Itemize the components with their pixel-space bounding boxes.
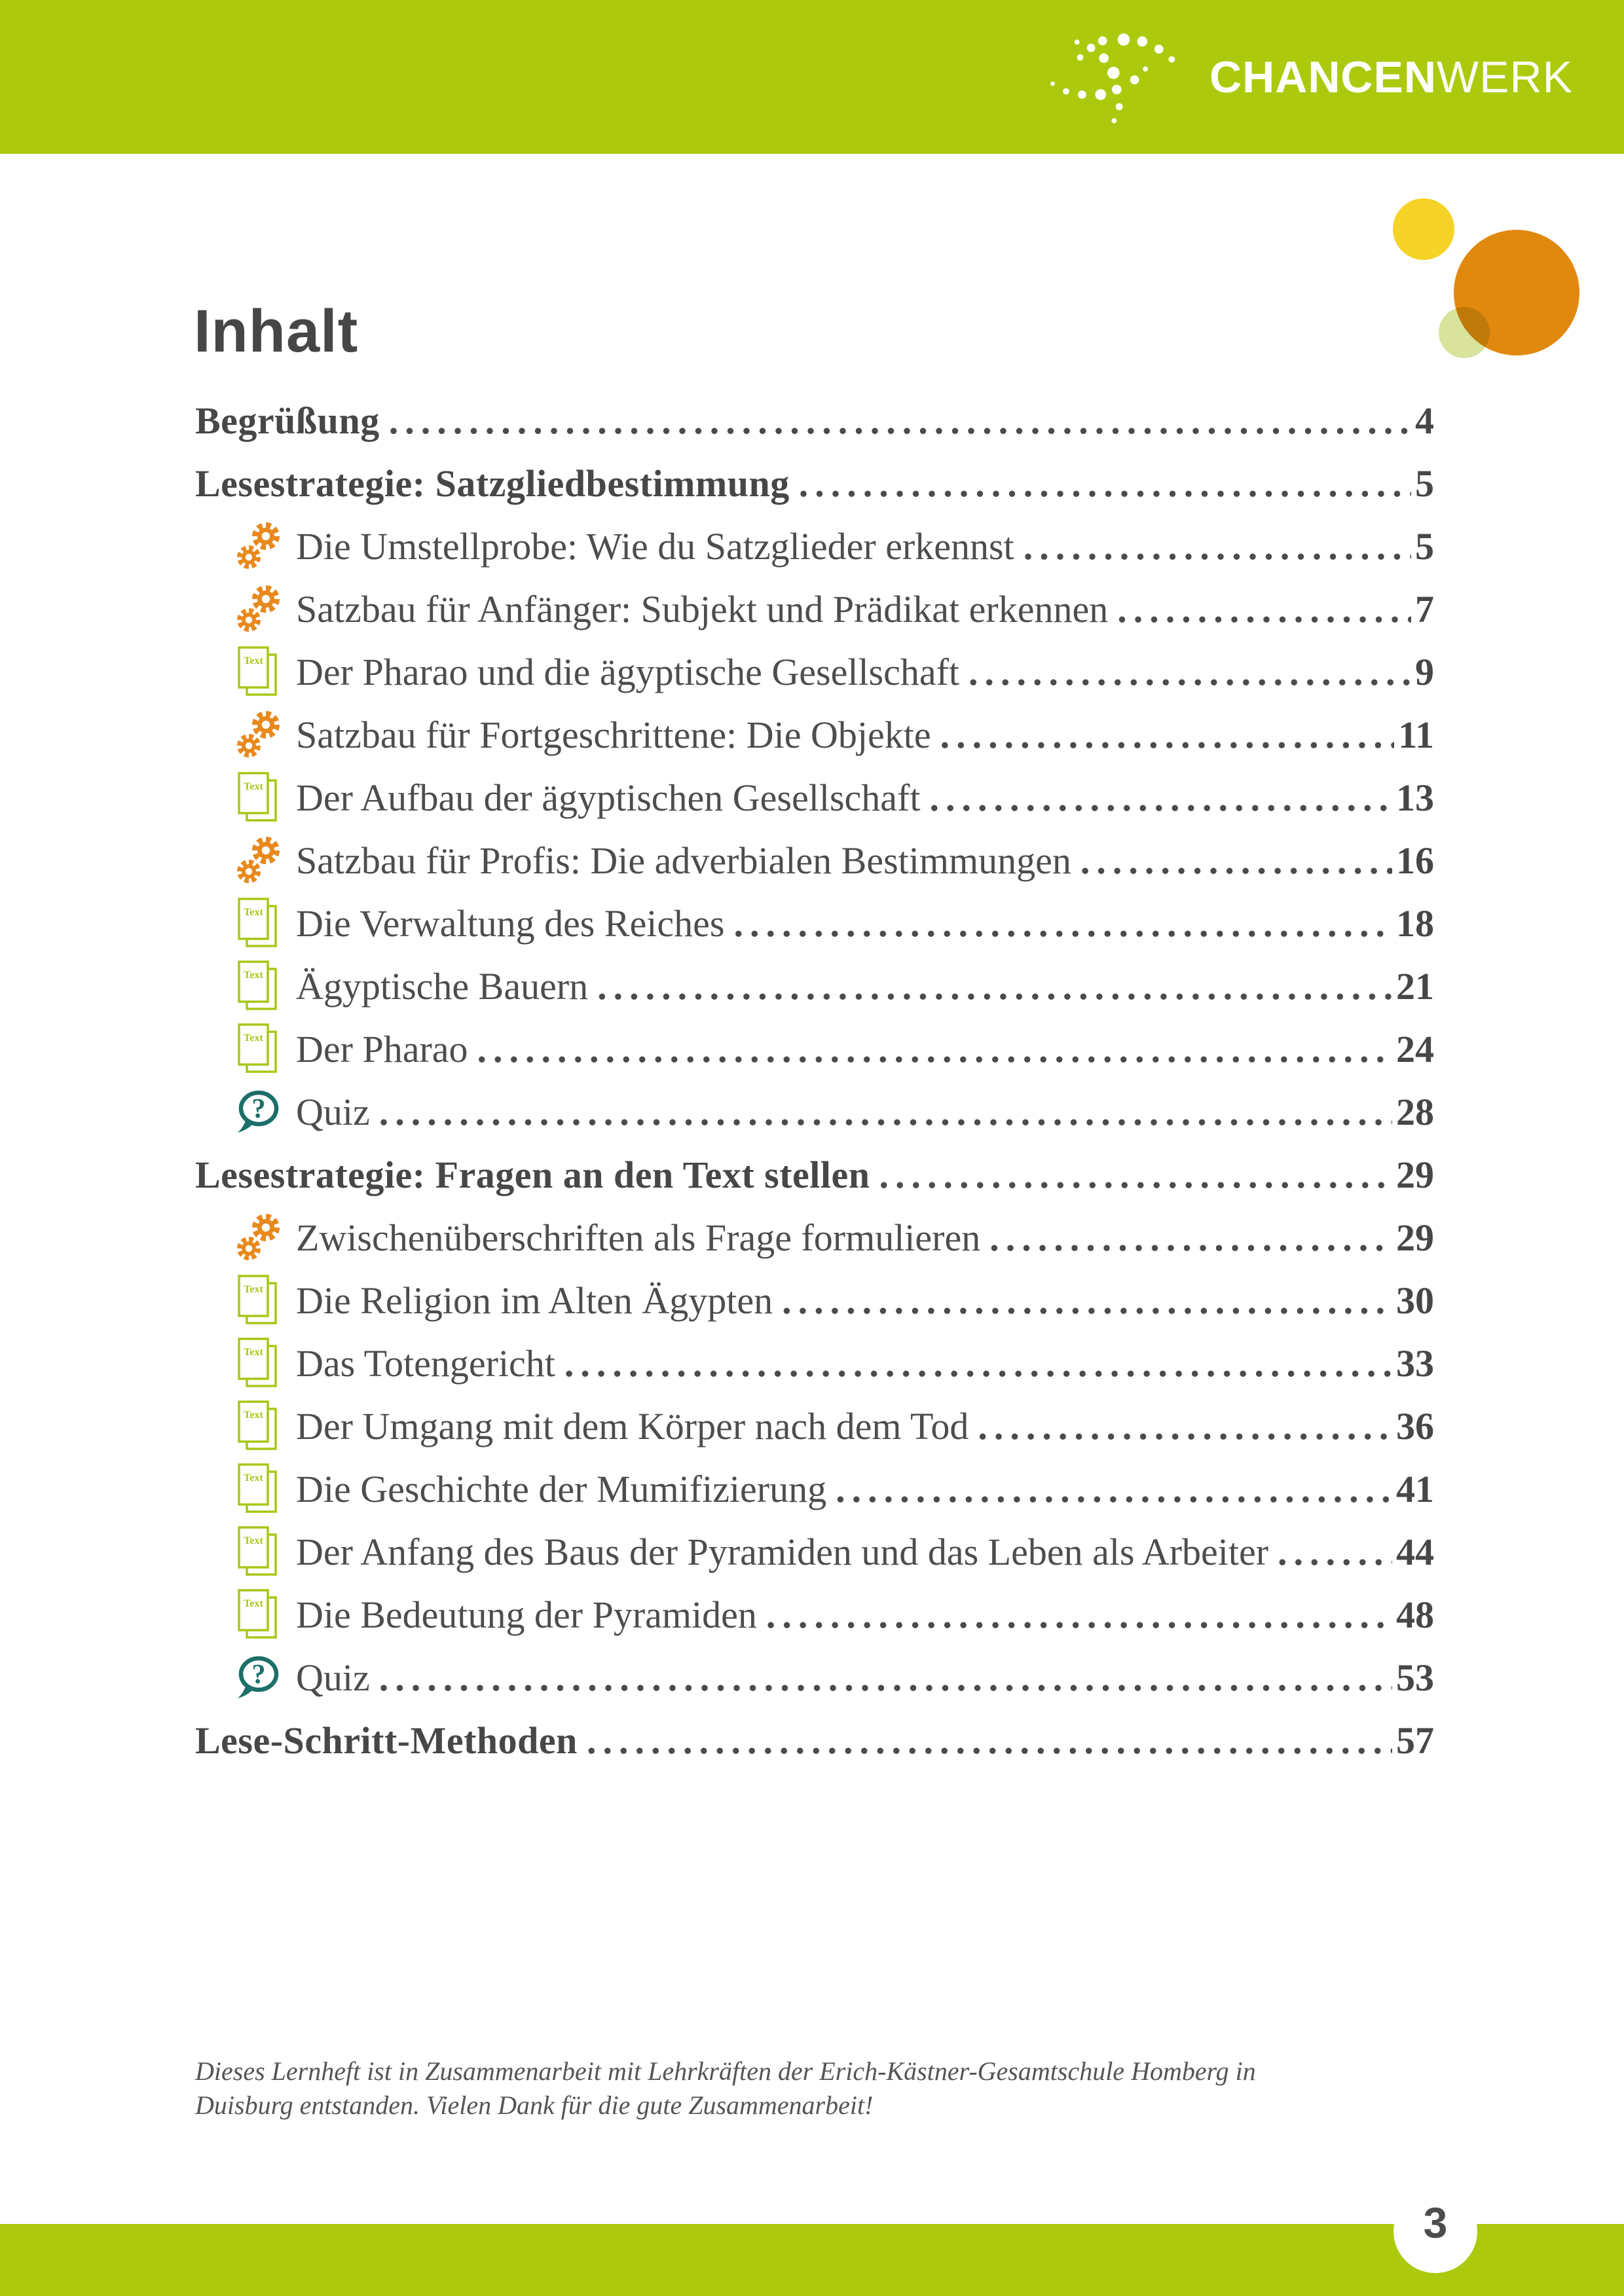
svg-text:Text: Text bbox=[244, 1598, 263, 1609]
toc-entry[interactable] bbox=[195, 1395, 1434, 1458]
svg-text:Text: Text bbox=[244, 1284, 263, 1295]
toc-entry-page-number: 9 bbox=[1415, 651, 1434, 693]
toc-entry-icon bbox=[233, 708, 283, 763]
toc-entry-label: Die Umstellprobe: Wie du Satzglieder erkennst bbox=[296, 525, 1014, 568]
toc-entry-label: Lesestrategie: Fragen an den Text stellen bbox=[195, 1154, 870, 1196]
toc-entry-label: Ägyptische Bauern bbox=[296, 965, 589, 1008]
text-document-icon bbox=[237, 1463, 279, 1516]
toc-entry-icon bbox=[233, 519, 283, 574]
toc-entry-label: Zwischenüberschriften als Frage formulieren bbox=[296, 1216, 981, 1259]
svg-text:?: ? bbox=[251, 1094, 266, 1124]
dot-leader bbox=[1080, 829, 1392, 892]
table-of-contents bbox=[195, 390, 1434, 1772]
toc-entry[interactable] bbox=[195, 1647, 1434, 1709]
dot-leader bbox=[766, 1584, 1392, 1647]
toc-entry-page-number: 36 bbox=[1396, 1405, 1434, 1448]
toc-entry[interactable] bbox=[195, 578, 1434, 641]
toc-entry-label: Die Bedeutung der Pyramiden bbox=[296, 1594, 757, 1636]
toc-entry[interactable] bbox=[195, 955, 1434, 1018]
collaboration-note-line1: Dieses Lernheft ist in Zusammenarbeit mit Lehrkräften der Erich-Kästner-Gesamtschule Homberg in bbox=[195, 2056, 1256, 2086]
toc-entry-page-number: 28 bbox=[1396, 1091, 1434, 1133]
toc-entry[interactable] bbox=[195, 767, 1434, 829]
svg-text:Text: Text bbox=[244, 907, 263, 918]
toc-entry-label: Der Aufbau der ägyptischen Gesellschaft bbox=[296, 776, 921, 819]
toc-entry[interactable] bbox=[195, 1584, 1434, 1647]
toc-entry[interactable] bbox=[195, 515, 1434, 578]
svg-text:Text: Text bbox=[244, 1472, 263, 1484]
toc-entry[interactable] bbox=[195, 1018, 1434, 1081]
header-band bbox=[0, 0, 1624, 154]
quiz-bubble-icon bbox=[233, 1654, 283, 1702]
toc-entry-icon bbox=[233, 1400, 283, 1453]
dot-leader bbox=[989, 1207, 1392, 1269]
dot-leader bbox=[379, 1647, 1392, 1709]
toc-entry-page-number: 18 bbox=[1396, 902, 1434, 945]
toc-entry-icon bbox=[233, 833, 283, 888]
dot-leader bbox=[978, 1395, 1392, 1458]
brand-logo bbox=[1039, 0, 1573, 154]
toc-entry-page-number: 41 bbox=[1396, 1468, 1434, 1510]
decorative-circle-yellow bbox=[1393, 198, 1454, 260]
page-number: 3 bbox=[1423, 2198, 1448, 2247]
toc-entry-page-number: 21 bbox=[1396, 965, 1434, 1008]
toc-entry-label: Satzbau für Anfänger: Subjekt und Prädikat erkennen bbox=[296, 588, 1109, 630]
toc-entry-page-number: 4 bbox=[1415, 399, 1434, 442]
toc-entry-page-number: 7 bbox=[1415, 588, 1434, 630]
toc-entry[interactable] bbox=[195, 1144, 1434, 1207]
gears-icon bbox=[233, 1211, 283, 1266]
svg-text:Text: Text bbox=[244, 1535, 263, 1546]
toc-entry-label: Satzbau für Profis: Die adverbialen Bestimmungen bbox=[296, 839, 1071, 882]
page-number-notch bbox=[1393, 2189, 1477, 2273]
toc-entry[interactable] bbox=[195, 641, 1434, 704]
toc-entry-page-number: 44 bbox=[1396, 1531, 1434, 1573]
dot-leader bbox=[477, 1018, 1392, 1081]
toc-entry-icon bbox=[233, 772, 283, 824]
toc-entry-page-number: 29 bbox=[1396, 1216, 1434, 1259]
dot-leader bbox=[836, 1458, 1392, 1521]
toc-entry-page-number: 11 bbox=[1398, 714, 1434, 756]
decorative-circle-lime bbox=[1439, 307, 1490, 358]
gears-icon bbox=[233, 708, 283, 763]
dot-leader bbox=[969, 641, 1411, 704]
dot-leader bbox=[1117, 578, 1411, 641]
toc-entry[interactable] bbox=[195, 1081, 1434, 1144]
dot-leader bbox=[799, 452, 1411, 515]
toc-entry-label: Satzbau für Fortgeschrittene: Die Objekte bbox=[296, 714, 931, 756]
toc-entry-label: Quiz bbox=[296, 1656, 370, 1699]
text-document-icon bbox=[237, 1589, 279, 1641]
toc-entry-icon bbox=[233, 1654, 283, 1702]
gears-icon bbox=[233, 519, 283, 574]
page-title: Inhalt bbox=[194, 297, 359, 365]
toc-entry[interactable] bbox=[195, 1521, 1434, 1584]
collaboration-note bbox=[195, 2054, 1308, 2123]
toc-entry[interactable] bbox=[195, 1332, 1434, 1395]
toc-entry-page-number: 57 bbox=[1396, 1719, 1434, 1762]
toc-entry-page-number: 30 bbox=[1396, 1279, 1434, 1322]
toc-entry[interactable] bbox=[195, 1458, 1434, 1521]
dot-leader bbox=[379, 1081, 1392, 1144]
footer-band bbox=[0, 2224, 1624, 2296]
text-document-icon bbox=[237, 898, 279, 950]
toc-entry-label: Der Anfang des Baus der Pyramiden und das Leben als Arbeiter bbox=[296, 1531, 1269, 1573]
toc-entry[interactable] bbox=[195, 704, 1434, 767]
toc-entry-icon bbox=[233, 1338, 283, 1390]
svg-text:Text: Text bbox=[244, 655, 263, 666]
toc-entry-icon bbox=[233, 1589, 283, 1641]
gears-icon bbox=[233, 833, 283, 888]
toc-entry-icon bbox=[233, 1275, 283, 1327]
gears-icon bbox=[233, 582, 283, 637]
toc-entry-page-number: 5 bbox=[1415, 462, 1434, 505]
toc-entry-icon bbox=[233, 1211, 283, 1266]
toc-entry-label: Die Geschichte der Mumifizierung bbox=[296, 1468, 827, 1510]
dot-leader bbox=[1278, 1521, 1392, 1584]
brand-wordmark-bold: CHANCEN bbox=[1209, 52, 1437, 102]
toc-entry-icon bbox=[233, 960, 283, 1013]
toc-entry-icon bbox=[233, 1089, 283, 1136]
dot-leader bbox=[940, 704, 1395, 767]
svg-text:Text: Text bbox=[244, 970, 263, 981]
toc-entry[interactable] bbox=[195, 390, 1434, 452]
dot-leader bbox=[929, 767, 1392, 829]
text-document-icon bbox=[237, 1023, 279, 1076]
dot-leader bbox=[782, 1269, 1392, 1332]
dot-leader bbox=[597, 955, 1392, 1018]
toc-entry-page-number: 13 bbox=[1396, 776, 1434, 819]
toc-entry-page-number: 53 bbox=[1396, 1656, 1434, 1699]
text-document-icon bbox=[237, 646, 279, 699]
toc-entry-label: Der Umgang mit dem Körper nach dem Tod bbox=[296, 1405, 969, 1448]
toc-entry-icon bbox=[233, 1463, 283, 1516]
svg-text:Text: Text bbox=[244, 1032, 263, 1044]
text-document-icon bbox=[237, 1400, 279, 1453]
text-document-icon bbox=[237, 960, 279, 1013]
svg-text:Text: Text bbox=[244, 781, 263, 792]
toc-entry[interactable] bbox=[195, 1207, 1434, 1269]
toc-entry-page-number: 33 bbox=[1396, 1342, 1434, 1385]
svg-text:Text: Text bbox=[244, 1347, 263, 1358]
dot-leader bbox=[1024, 515, 1411, 578]
toc-entry-page-number: 24 bbox=[1396, 1028, 1434, 1070]
toc-entry-page-number: 48 bbox=[1396, 1594, 1434, 1636]
brand-wordmark-light: WERK bbox=[1437, 52, 1573, 102]
toc-entry[interactable] bbox=[195, 892, 1434, 955]
text-document-icon bbox=[237, 1275, 279, 1327]
toc-entry-icon bbox=[233, 1526, 283, 1578]
toc-entry-label: Lese-Schritt-Methoden bbox=[195, 1719, 578, 1762]
toc-entry-label: Die Verwaltung des Reiches bbox=[296, 902, 725, 945]
toc-entry[interactable] bbox=[195, 829, 1434, 892]
toc-entry-icon bbox=[233, 582, 283, 637]
dot-leader bbox=[587, 1709, 1392, 1772]
dot-leader bbox=[564, 1332, 1392, 1395]
toc-entry-label: Das Totengericht bbox=[296, 1342, 555, 1385]
text-document-icon bbox=[237, 1526, 279, 1578]
text-document-icon bbox=[237, 1338, 279, 1390]
quiz-bubble-icon bbox=[233, 1089, 283, 1136]
dot-leader bbox=[389, 390, 1411, 452]
toc-entry-icon bbox=[233, 646, 283, 699]
dot-leader bbox=[879, 1144, 1392, 1207]
toc-entry-label: Quiz bbox=[296, 1091, 370, 1133]
toc-entry-icon bbox=[233, 1023, 283, 1076]
toc-entry-label: Der Pharao und die ägyptische Gesellschaft bbox=[296, 651, 960, 693]
text-document-icon bbox=[237, 772, 279, 824]
toc-entry-page-number: 29 bbox=[1396, 1154, 1434, 1196]
toc-entry[interactable] bbox=[195, 452, 1434, 515]
toc-entry-page-number: 16 bbox=[1396, 839, 1434, 882]
toc-entry-label: Der Pharao bbox=[296, 1028, 468, 1070]
toc-entry-label: Begrüßung bbox=[195, 399, 380, 442]
toc-entry-label: Die Religion im Alten Ägypten bbox=[296, 1279, 773, 1322]
brand-wordmark bbox=[1209, 52, 1573, 102]
collaboration-note-line2: Duisburg entstanden. Vielen Dank für die gute Zusammenarbeit! bbox=[195, 2090, 874, 2120]
toc-entry[interactable] bbox=[195, 1709, 1434, 1772]
toc-entry-icon bbox=[233, 898, 283, 950]
dot-leader bbox=[733, 892, 1392, 955]
svg-text:Text: Text bbox=[244, 1410, 263, 1421]
chancenwerk-dots-logo-icon bbox=[1039, 27, 1179, 132]
svg-text:?: ? bbox=[251, 1660, 266, 1690]
toc-entry-page-number: 5 bbox=[1415, 525, 1434, 568]
toc-entry[interactable] bbox=[195, 1269, 1434, 1332]
toc-entry-label: Lesestrategie: Satzgliedbestimmung bbox=[195, 462, 790, 505]
